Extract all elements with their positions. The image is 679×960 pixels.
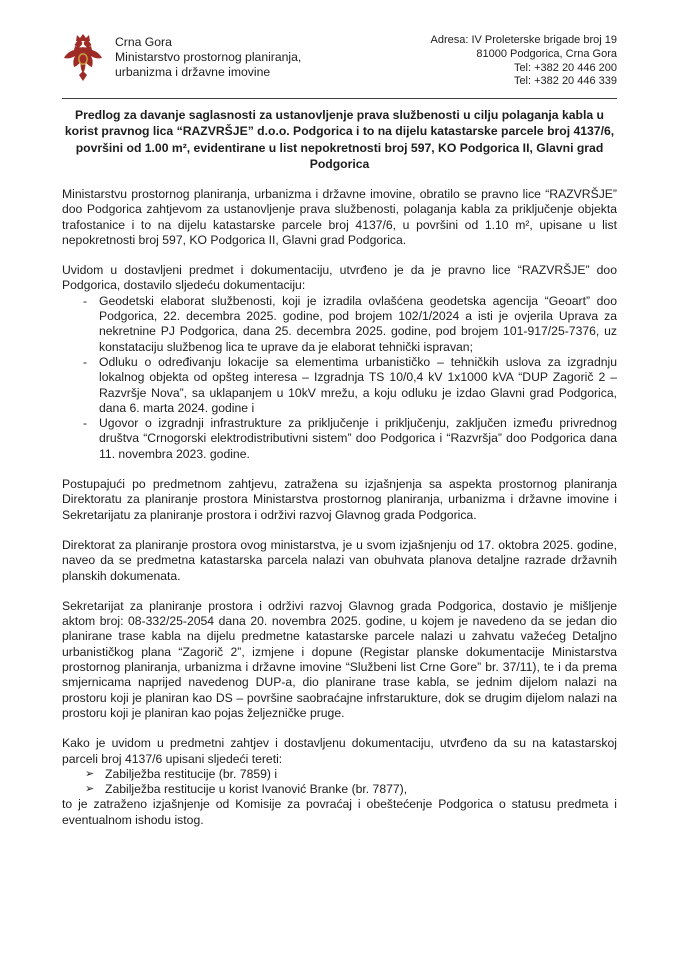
dash-bullet: -: [83, 416, 88, 431]
dash-bullet: -: [83, 354, 88, 369]
ministry-name-block: [115, 33, 333, 81]
list-item-odluka-lokacija: [83, 355, 617, 416]
crown-shape: [76, 34, 90, 41]
city-line: 81000 Podgorica, Crna Gora: [476, 47, 617, 60]
dash-bullet: -: [83, 293, 88, 308]
header-divider: [62, 98, 617, 99]
ministry-name: Ministarstvo prostornog planiranja, urbanizma i državne imovine: [115, 50, 302, 80]
address-line: Adresa: IV Proleterske brigade broj 19: [430, 34, 617, 46]
list-item-ugovor-infrastruktura: [83, 416, 617, 462]
document-title: Predlog za davanje saglasnosti za ustanovljenje prava službenosti u cilju polaganja kabla u korist pravnog lica “RAZVRŠJE” d.o.o. Podgorica i to na dijelu katastarske parcele broj 4137/6, površini od 1.00 m², evidentirane u list nepokretnosti broj 597, KO Podgorica II, Glavni grad Podgorica: [64, 108, 615, 171]
contact-block: [431, 33, 618, 89]
paragraph-direktorat: Direktorat za planiranje prostora ovog ministarstva, je u svom izjašnjenju od 17. oktobra 2025. godine, naveo da se predmetna katastarska parcela nalazi van obuhvata planova detaljne razrade državnih planskih dokumenata.: [62, 537, 617, 583]
list-item-text: Zabilježba restitucije u korist Ivanović Branke (br. 7877),: [105, 782, 408, 797]
paragraph-request-intro: Ministarstvu prostornog planiranja, urbanizma i državne imovine, obratilo se pravno lice “RAZVRŠJE” doo Podgorica zahtjevom za ustanovljenje prava službenosti, polaganja kabla za priključenje objekta trafostanice i to na dijelu katastarske parcele broj 4137/6, u površini od 1.10 m², upisane u list nepokretnosti broj 597, KO Podgorica II, Glavni grad Podgorica.: [62, 187, 617, 247]
list-item-text: Geodetski elaborat službenosti, koji je izradila ovlašćena geodetska agencija “Geoart” doo Podgorica, 22. decembra 2025. godine, pod brojem 102/1/2024 a isti je ovjerila Uprava za nekretnine PJ Podgorica, dana 25. decembra 2025. godine, pod brojem 101-917/25-7376, uz konstataciju službenog lica te uprave da je elaborat tehnički ispravan;: [99, 293, 617, 354]
encumbrances-list: [62, 767, 617, 798]
country-name: Crna Gora: [115, 35, 172, 49]
list-item-text: Odluku o određivanju lokacije sa elementima urbanističko – tehničkih uslova za izgradnju lokalnog objekta od opšteg interesa – Izgradnja TS 10/0,4 kV 1x1000 kVA “DUP Zagorič 2 – Razvršje Nova”, sa uklapanjem u 10kV mrežu, a koju odluku je izdao Glavni grad Podgorica, dana 6. marta 2024. godine i: [99, 354, 617, 415]
paragraph-izjasnjenja: Postupajući po predmetnom zahtjevu, zatražena su izjašnjenja sa aspekta prostornog planiranja Direktoratu za planiranje prostora Ministarstva prostornog planiranja, urbanizma i državne imovine i Sekretarijatu za planiranje prostora i održivi razvoj Glavnog grada Podgorica.: [62, 477, 617, 522]
phone-line-2: Tel: +382 20 446 339: [513, 75, 617, 88]
paragraph-documentation-intro: Uvidom u dostavljeni predmet i dokumentaciju, utvrđeno je da je pravno lice “RAZVRŠJE” doo Podgorica, dostavilo sljedeću dokumentaciju:: [62, 263, 617, 293]
arrow-bullet-icon: ➢: [85, 783, 95, 796]
phone-line-1: Tel: +382 20 446 200: [513, 61, 617, 74]
paragraph-tereti-intro: Kako je uvidom u predmetni zahtjev i dostavljenu dokumentaciju, utvrđeno da su na katastarskoj parceli broj 4137/6 upisani sljedeći tereti:: [62, 736, 617, 766]
paragraph-conclusion: to je zatraženo izjašnjenje od Komisije za povraćaj i obeštećenje Podgorica o statusu predmeta i eventualnom ishodu istog.: [62, 797, 617, 827]
ministry-identity: [62, 33, 333, 87]
list-item-text: Zabilježba restitucije (br. 7859) i: [105, 766, 278, 781]
list-item-restitucija-2: [85, 782, 617, 797]
documentation-list: [62, 294, 617, 462]
document-body: [62, 187, 617, 828]
paragraph-sekretarijat: Sekretarijat za planiranje prostora i održivi razvoj Glavnog grada Podgorica, dostavio je mišljenje aktom broj: 08-332/25-2054 dana 20. novembra 2025. godine, u kojem je navedeno da se jedan dio planirane trase kabla na dijelu predmetne katastarske parcele nalazi u zahvatu važećeg Detaljno urbanističkog plana “Zagorič 2”, izmjene i dopune (Registar planske dokumentacije Ministarstva prostornog planiranja, urbanizma i državne imovine “Službeni list Crne Gore” br. 37/11), te i da prema smjernicama naprijed navedenog DUP-a, dio planirane trase kabla, se jednim dijelom nalazi na prostoru koji je planiran kao DS – površine saobraćajne infrstarukture, dok se drugim dijelom nalazi na prostoru koji je planiran kao pojas željezničke pruge.: [62, 598, 617, 720]
list-item-restitucija-1: [85, 767, 617, 782]
eagle-tail: [79, 71, 87, 81]
arrow-bullet-icon: ➢: [85, 767, 95, 780]
coat-of-arms-logo: [62, 33, 104, 87]
list-item-text: Ugovor o izgradnji infrastrukture za priključenje i priključenju, zaključen između privrednog društva “Crnogorski elektrodistributivni sistem” doo Podgorica i “Razvršja” doo Podgorica dana 11. novembra 2023. godine.: [99, 416, 617, 461]
document-header: [62, 33, 617, 89]
list-item-geodetski-elaborat: [83, 294, 617, 355]
montenegro-eagle-icon: [62, 33, 104, 83]
